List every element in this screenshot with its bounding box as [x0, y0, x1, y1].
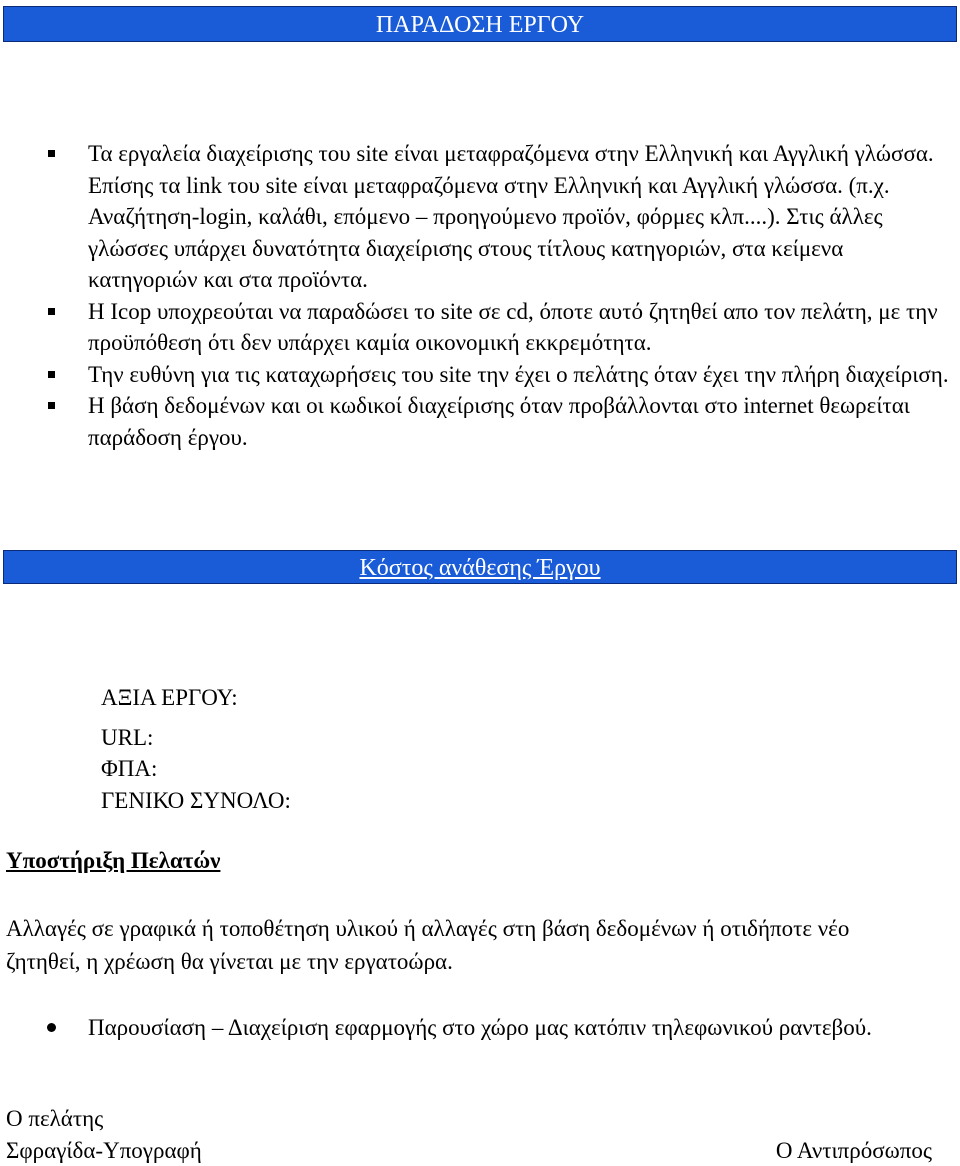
grand-total-label: ΓΕΝΙΚΟ ΣΥΝΟΛΟ:	[101, 788, 291, 813]
stamp-signature-label: Σφραγίδα-Υπογραφή	[6, 1138, 202, 1163]
list-item: Παρουσίαση – Διαχείριση εφαρμογής στο χώρο μας κατόπιν τηλεφωνικού ραντεβού.	[0, 1012, 960, 1044]
cost-banner	[3, 550, 957, 584]
representative-label: Ο Αντιπρόσωπος	[775, 1138, 932, 1163]
delivery-banner	[3, 6, 957, 42]
support-paragraph: Αλλαγές σε γραφικά ή τοποθέτηση υλικού ή αλλαγές στη βάση δεδομένων ή οτιδήποτε νέο ζητηθεί, η χρέωση θα γίνεται με την εργατοώρα.	[6, 916, 850, 974]
square-bullet-icon	[48, 308, 55, 315]
list-item: Τα εργαλεία διαχείρισης του site είναι μεταφραζόμενα στην Ελληνική και Αγγλική γλώσσα. Επίσης τα link του site είναι μεταφραζόμενα στην Ελληνική και Αγγλική γλώσσα. (π.χ. Αναζήτηση-login, καλάθι, επόμενο – προηγούμενο προϊόν, φόρμες κλπ....). Στις άλλες γλώσσες υπάρχει δυνατότητα διαχείρισης στους τίτλους κατηγοριών, στα κείμενα κατηγοριών και στα προϊόντα.	[0, 138, 960, 296]
project-value-label: ΑΞΙΑ ΕΡΓΟΥ:	[101, 685, 238, 710]
square-bullet-icon	[48, 371, 55, 378]
client-label: Ο πελάτης	[6, 1106, 104, 1131]
support-list	[0, 1012, 960, 1044]
vat-label: ΦΠΑ:	[101, 756, 158, 781]
square-bullet-icon	[48, 150, 55, 157]
round-bullet-icon	[47, 1023, 56, 1032]
customer-support-heading: Υποστήριξη Πελατών	[6, 848, 221, 873]
square-bullet-icon	[48, 402, 55, 409]
list-item: Την ευθύνη για τις καταχωρήσεις του site την έχει ο πελάτης όταν έχει την πλήρη διαχείριση.	[0, 359, 960, 391]
cost-title: Κόστος ανάθεσης Έργου	[359, 555, 601, 581]
list-item: Η βάση δεδομένων και οι κωδικοί διαχείρισης όταν προβάλλονται στο internet θεωρείται παράδοση έργου.	[0, 390, 960, 453]
delivery-terms-list	[0, 138, 960, 453]
delivery-title: ΠΑΡΑΔΟΣΗ ΕΡΓΟΥ	[375, 12, 585, 38]
list-item: Η Icop υποχρεούται να παραδώσει το site σε cd, όποτε αυτό ζητηθεί απο τον πελάτη, με την προϋπόθεση ότι δεν υπάρχει καμία οικονομική εκκρεμότητα.	[0, 296, 960, 359]
url-label: URL:	[101, 725, 154, 750]
